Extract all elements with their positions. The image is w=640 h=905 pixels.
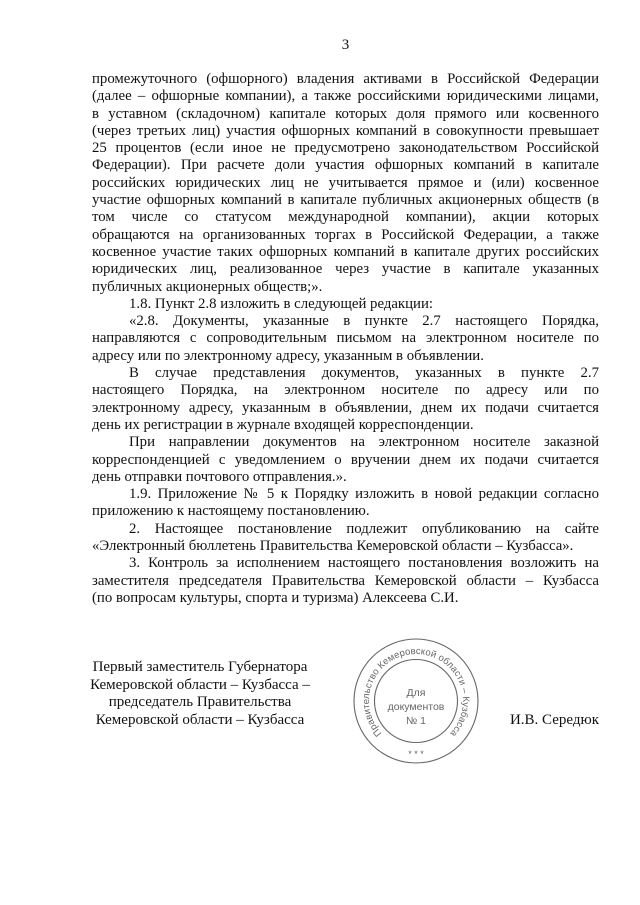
text-line: приложению к настоящему постановлению. [92, 503, 370, 520]
official-stamp [350, 636, 482, 768]
paragraph [92, 434, 599, 486]
text-line: косвенное участие таких офшорных компаний в капитале других российских [92, 243, 599, 260]
paragraph [92, 365, 599, 434]
signatory-title-line: Кемеровской области – Кузбасса – [90, 676, 310, 693]
paragraph [92, 521, 599, 556]
text-line: 1.9. Приложение № 5 к Порядку изложить в новой редакции согласно [129, 486, 599, 503]
text-line: «Электронный бюллетень Правительства Кемеровской области – Кузбасса». [92, 538, 574, 555]
text-line: электронному адресу, указанным в объявлении, днем их подачи считается [92, 399, 599, 416]
paragraph [92, 555, 599, 607]
text-line: настоящего Порядка, на электронном носителе по адресу или по [92, 382, 599, 399]
text-line: заместителя председателя Правительства Кемеровской области – Кузбасса [92, 572, 599, 589]
text-line: юридических лиц, реализованное через участие в капитале указанных [92, 261, 599, 278]
text-line: «2.8. Документы, указанные в пункте 2.7 настоящего Порядка, [129, 313, 599, 330]
text-line: в уставном (складочном) капитале которых доля прямого или косвенного [92, 105, 599, 122]
text-line: 3. Контроль за исполнением настоящего постановления возложить на [129, 555, 599, 572]
text-line: корреспонденцией с уведомлением о вручении днем их подачи считается [92, 451, 599, 468]
text-line: участие офшорных компаний в капитале публичных акционерных обществ (в [92, 192, 599, 209]
stamp-stars: * * * [408, 749, 424, 759]
stamp-center-line: № 1 [405, 715, 427, 727]
document-body [92, 71, 599, 607]
text-line: публичных акционерных обществ;». [92, 278, 323, 295]
paragraph [92, 71, 599, 296]
text-line: В случае представления документов, указанных в пункте 2.7 [129, 365, 599, 382]
text-line: направляются с сопроводительным письмом на электронном носителе по [92, 330, 599, 347]
stamp-ring-text-content: Правительство Кемеровской области – Кузбасса [360, 645, 472, 739]
text-line: день отправки почтового отправления.». [92, 468, 347, 485]
paragraph [92, 313, 599, 365]
text-line: день их регистрации в журнале входящей корреспонденции. [92, 416, 474, 433]
signatory-name: И.В. Середюк [509, 712, 599, 728]
signatory-title-line: Первый заместитель Губернатора [92, 659, 308, 675]
stamp-center-line: Для [406, 687, 426, 699]
text-line: российских юридических лиц не учитывается прямое и (или) косвенное [92, 174, 599, 191]
text-line: (по вопросам культуры, спорта и туризма) Алексеева С.И. [92, 589, 459, 606]
text-line: промежуточного (офшорного) владения активами в Российской Федерации [92, 71, 599, 87]
signatory-title [80, 659, 320, 729]
signatory-title-line: председатель Правительства [108, 694, 292, 711]
paragraph [92, 296, 599, 313]
text-line: 1.8. Пункт 2.8 изложить в следующей редакции: [129, 295, 433, 312]
text-line: Федерации). При расчете доли участия офшорных компаний в капитале [92, 157, 599, 174]
text-line: 2. Настоящее постановление подлежит опубликованию на сайте [129, 520, 599, 537]
signatory-title-line: Кемеровской области – Кузбасса [95, 711, 305, 728]
text-line: том числе со статусом международной компании), акции которых [92, 209, 599, 226]
text-line: При направлении документов на электронном носителе заказной [129, 434, 599, 451]
paragraph [92, 486, 599, 521]
stamp-center-line: документов [387, 701, 445, 713]
text-line: (через третьих лиц) участия офшорных компаний в совокупности превышает [92, 122, 599, 139]
text-line: 25 процентов (если иное не предусмотрено законодательством Российской [92, 140, 599, 157]
text-line: (далее – офшорные компании), а также российскими юридическими лицами, [92, 88, 599, 105]
text-line: обращаются на организованных торгах в Российской Федерации, а также [92, 226, 599, 243]
page-number: 3 [341, 37, 350, 53]
text-line: адресу или по электронному адресу, указанным в объявлении. [92, 347, 484, 364]
